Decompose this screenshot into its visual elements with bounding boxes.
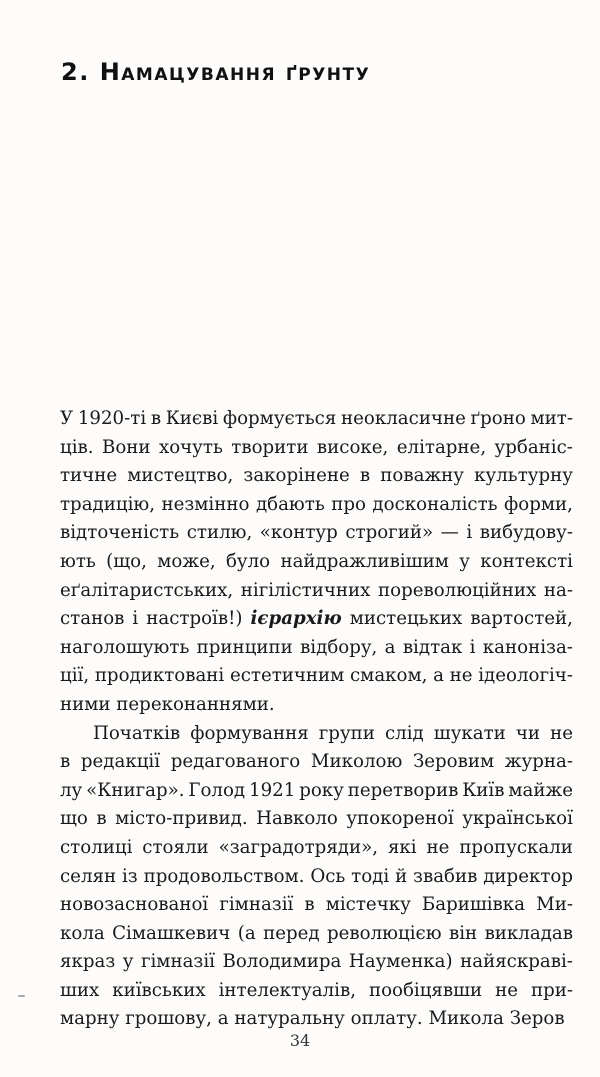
word: естетичним [229, 665, 345, 687]
word: продовольством. [143, 865, 305, 887]
word: може, [157, 550, 216, 572]
word: інтелектуалів, [218, 979, 357, 1001]
word: Зеров [509, 1008, 565, 1030]
word: не [449, 665, 473, 687]
word: Микола [428, 1008, 510, 1030]
text-line [60, 891, 573, 920]
word: і [466, 522, 473, 544]
word: 1920-ті [77, 408, 147, 429]
word: у [122, 951, 134, 973]
word: поважну [380, 465, 465, 487]
word: і [132, 608, 139, 630]
word: ґроно [470, 408, 526, 429]
text-line [60, 720, 573, 749]
word: принципи [196, 636, 293, 658]
word: було [225, 550, 271, 572]
word: високе, [316, 436, 389, 458]
word: Вони [101, 436, 151, 458]
word: гімназії [140, 951, 215, 973]
word: стояли [142, 836, 209, 858]
word: закорінене [243, 465, 350, 487]
word: слід [384, 722, 424, 744]
text-line [60, 462, 573, 491]
word: Початків [93, 722, 181, 744]
word: журна- [504, 751, 573, 773]
word: пообіцявши [368, 979, 483, 1001]
margin-mark [18, 995, 25, 997]
word: в [150, 408, 162, 429]
word: строгий» [345, 522, 434, 544]
word: на- [543, 579, 573, 601]
word: найдражливішим [280, 550, 449, 572]
word: Голод [188, 779, 246, 801]
word: Києві [165, 408, 219, 429]
word: — [440, 522, 459, 544]
text-line [60, 519, 573, 548]
word: відтак [402, 636, 463, 658]
text-line [60, 662, 573, 691]
word: про [331, 493, 366, 515]
word: в [96, 808, 107, 830]
word: «заградотряди», [218, 836, 379, 858]
word: Баришівка [421, 894, 526, 916]
paragraph [60, 720, 573, 1035]
text-line [60, 834, 573, 863]
word: мит- [530, 408, 573, 429]
word: шукати [433, 722, 506, 744]
word: що [60, 808, 88, 830]
word: творити [231, 436, 309, 458]
word: Науменка) [348, 951, 453, 973]
word: Зеровим [412, 751, 495, 773]
text-line [60, 405, 573, 434]
word: перед [263, 922, 320, 944]
word: Навколо [256, 808, 338, 830]
word: упокореної [346, 808, 454, 830]
word: української [462, 808, 573, 830]
word: тоді [351, 865, 390, 887]
word: у [459, 550, 470, 572]
word: нігілістичних [240, 579, 371, 601]
word: чи [515, 722, 541, 744]
word: продиктовані [94, 665, 225, 687]
text-line [60, 548, 573, 577]
word: селян [60, 865, 117, 887]
word: канoніза- [482, 636, 573, 658]
word: вибудову- [479, 522, 573, 544]
word: лу [60, 779, 83, 801]
word: й [395, 865, 408, 887]
word: 1921 [249, 779, 296, 801]
text-line [60, 920, 573, 949]
word: перетворив [347, 779, 459, 801]
word: із [121, 865, 138, 887]
word: звабив [413, 865, 478, 887]
word: переконаннями. [116, 693, 275, 715]
text-line [60, 948, 573, 977]
word: форми, [504, 493, 573, 515]
paragraph [60, 405, 573, 720]
word: ють [60, 550, 96, 572]
text-line [60, 863, 573, 892]
word: оплату. [350, 1008, 429, 1030]
text-line [60, 434, 573, 463]
word: хочуть [158, 436, 223, 458]
word: редагованого [170, 751, 301, 773]
word: пропускали [459, 836, 573, 858]
page-number: 34 [289, 1031, 311, 1050]
word: натуральну [234, 1008, 351, 1030]
text-line [60, 977, 573, 1006]
word: смаком, [350, 665, 428, 687]
text-line [60, 1005, 573, 1034]
chapter-heading [61, 58, 370, 86]
word: якраз [60, 951, 116, 973]
word: і [469, 636, 476, 658]
word: він [448, 922, 478, 944]
word: елітарне, [396, 436, 487, 458]
word: київських [112, 979, 206, 1001]
word: ців. [60, 436, 94, 458]
word: найяскраві- [460, 951, 573, 973]
text-line [60, 691, 573, 720]
word: контексті [480, 550, 573, 572]
word: станов [60, 608, 125, 630]
word: не [426, 836, 450, 858]
text-line [60, 634, 573, 663]
word: які [387, 836, 417, 858]
word: дбають [255, 493, 325, 515]
word: редакції [80, 751, 161, 773]
word: «контур [259, 522, 338, 544]
word: в [304, 894, 315, 916]
word: традицію, [60, 493, 155, 515]
word: Ось [310, 865, 346, 887]
word: містечку [325, 894, 411, 916]
word: мистецьких [349, 608, 463, 630]
text-line [60, 805, 573, 834]
word: ієрархію [250, 608, 342, 630]
word: ції, [60, 665, 90, 687]
word: ними [60, 693, 117, 715]
word: групи [318, 722, 375, 744]
word: культурну [474, 465, 573, 487]
word: досконалість [372, 493, 498, 515]
word: «Книгар». [86, 779, 185, 801]
text-line [60, 605, 573, 634]
word: формується [222, 408, 337, 429]
word: тичне [60, 465, 118, 487]
text-line [60, 748, 573, 777]
word: марну [60, 1008, 126, 1030]
word: Ми- [536, 894, 573, 916]
word: настроїв!) [146, 608, 243, 630]
word: неокласичне [341, 408, 466, 429]
word: (що, [106, 550, 147, 572]
word: столиці [60, 836, 133, 858]
word: незмінно [161, 493, 250, 515]
word: в [359, 465, 371, 487]
word: стилю, [186, 522, 253, 544]
word: мистецтво, [127, 465, 234, 487]
word: місто-привид. [115, 808, 248, 830]
word: революцією [327, 922, 442, 944]
word: в [60, 751, 71, 773]
word: не [495, 979, 519, 1001]
word: ших [60, 979, 100, 1001]
chapter-title: Намацування ґрунту [99, 58, 371, 86]
body-text [60, 405, 573, 1034]
text-line [60, 491, 573, 520]
word: року [299, 779, 344, 801]
word: викладав [484, 922, 573, 944]
word: Київ [462, 779, 505, 801]
word: ідеологіч- [478, 665, 573, 687]
word: а [217, 1008, 235, 1030]
word: при- [530, 979, 573, 1001]
word: урбаніс- [494, 436, 573, 458]
word: Сімашкевич [112, 922, 231, 944]
word: майже [508, 779, 573, 801]
word: директор [483, 865, 573, 887]
chapter-number: 2. [61, 58, 90, 86]
word: еґалітаристських, [60, 579, 234, 601]
word: наголошують [60, 636, 190, 658]
word: а [384, 636, 396, 658]
word: формування [190, 722, 309, 744]
word: пореволюційних [378, 579, 537, 601]
word: а [433, 665, 444, 687]
text-line [60, 777, 573, 806]
word: новозаснованої [60, 894, 209, 916]
word: вартостей, [470, 608, 573, 630]
word: не [550, 722, 573, 744]
word: (а [237, 922, 256, 944]
word: відбору, [300, 636, 378, 658]
word: кола [60, 922, 105, 944]
word: У [60, 408, 74, 429]
word: Миколою [310, 751, 403, 773]
word: Володимира [222, 951, 342, 973]
text-line [60, 577, 573, 606]
word: відточеність [60, 522, 180, 544]
word: гімназії [219, 894, 294, 916]
word: грошову, [125, 1008, 218, 1030]
